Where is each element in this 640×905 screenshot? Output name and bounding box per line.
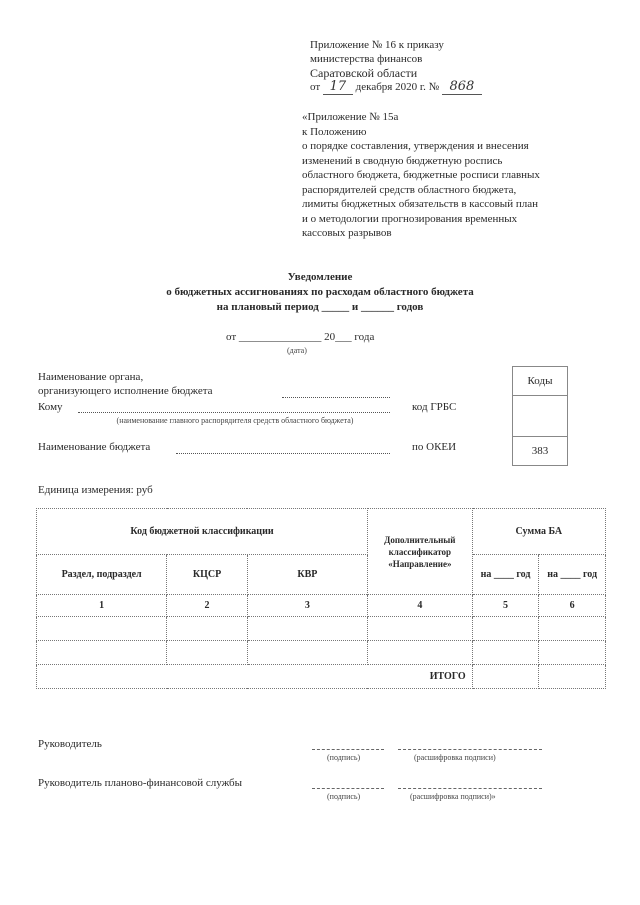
year2-header: на ____ год (539, 555, 606, 595)
column-number: 5 (472, 595, 539, 617)
date-line: от _______________ 20___ года (226, 331, 375, 343)
additional-classifier-header: Дополнительный классификатор «Направление» (367, 509, 472, 595)
kcsr-header: КЦСР (167, 555, 248, 595)
section-header: Раздел, подраздел (37, 555, 167, 595)
table-cell[interactable] (167, 641, 248, 665)
codes-box (512, 366, 568, 466)
decode-caption: (расшифровка подписи) (414, 753, 496, 762)
total-cell[interactable] (539, 665, 606, 689)
budget-field-line[interactable] (176, 452, 390, 454)
total-label: ИТОГО (37, 665, 473, 689)
fin-signature-line[interactable] (312, 787, 384, 789)
column-number: 3 (247, 595, 367, 617)
budget-table (36, 508, 606, 689)
column-number: 4 (367, 595, 472, 617)
column-number: 2 (167, 595, 248, 617)
grbs-code-cell[interactable] (513, 396, 567, 437)
sign-caption: (подпись) (327, 753, 361, 762)
unit-label: Единица измерения: руб (38, 484, 153, 496)
to-caption: (наименование главного распорядителя средств областного бюджета) (116, 416, 354, 425)
fin-decode-line[interactable] (398, 787, 542, 789)
org-field-line[interactable] (282, 396, 390, 398)
appendix-block: «Приложение № 15а к Положению о порядке составления, утверждения и внесения изменений в сводную бюджетную роспись областного бюджета, бюджетные росписи главных распорядителей средств областного бюджета, лимиты бюджетных обязательств в кассовый план и о методологии прогнозирования временных кассовых разрывов (302, 111, 540, 239)
order-date-line: от 17 декабря 2020 г. № 868 (310, 80, 482, 95)
sum-header: Сумма БА (472, 509, 605, 555)
table-cell[interactable] (37, 641, 167, 665)
date-caption: (дата) (287, 346, 307, 355)
head-signature-line[interactable] (312, 748, 384, 750)
handwritten-day: 17 (323, 80, 353, 95)
classification-header: Код бюджетной классификации (37, 509, 368, 555)
head-label: Руководитель (38, 738, 102, 750)
okei-label: по ОКЕИ (412, 441, 457, 453)
total-row (37, 665, 606, 689)
to-field-line[interactable] (78, 411, 390, 413)
okei-code-cell: 383 (531, 445, 549, 457)
handwritten-order-number: 868 (442, 80, 482, 95)
document-title: Уведомление о бюджетных ассигнованиях по расходам областного бюджета на плановый период _____ и ______ годов (166, 271, 474, 313)
budget-label: Наименование бюджета (38, 441, 151, 453)
table-cell[interactable] (539, 641, 606, 665)
table-cell[interactable] (247, 617, 367, 641)
table-cell[interactable] (472, 641, 539, 665)
table-cell[interactable] (167, 617, 248, 641)
decode-caption-end: (расшифровка подписи)» (410, 792, 496, 801)
grbs-label: код ГРБС (412, 401, 457, 413)
org-label: Наименование органа, организующего исполнение бюджета (38, 371, 213, 397)
total-cell[interactable] (472, 665, 539, 689)
column-number: 6 (539, 595, 606, 617)
sign-caption: (подпись) (327, 792, 361, 801)
table-row (37, 641, 606, 665)
table-cell[interactable] (247, 641, 367, 665)
head-decode-line[interactable] (398, 748, 542, 750)
table-cell[interactable] (472, 617, 539, 641)
table-cell[interactable] (539, 617, 606, 641)
table-cell[interactable] (367, 617, 472, 641)
column-number: 1 (37, 595, 167, 617)
header-line: Приложение № 16 к приказу (310, 39, 444, 51)
to-label: Кому (38, 401, 63, 413)
kvr-header: КВР (247, 555, 367, 595)
year1-header: на ____ год (472, 555, 539, 595)
header-line: Саратовской области (310, 66, 418, 80)
table-row (37, 617, 606, 641)
header-line: министерства финансов (310, 53, 423, 65)
codes-header: Коды (513, 367, 567, 396)
fin-head-label: Руководитель планово-финансовой службы (38, 777, 243, 789)
order-header (310, 38, 482, 95)
table-cell[interactable] (367, 641, 472, 665)
table-cell[interactable] (37, 617, 167, 641)
